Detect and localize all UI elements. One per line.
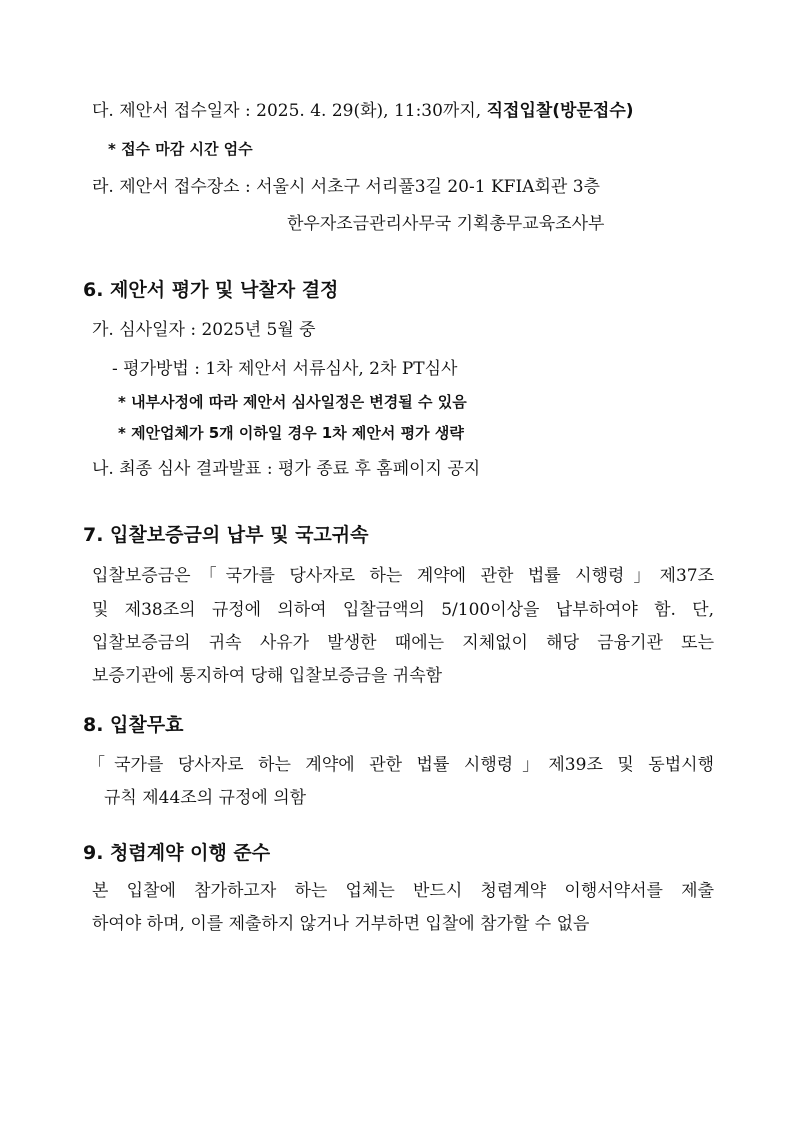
section-6-heading: 6. 제안서 평가 및 낙찰자 결정 <box>83 279 339 301</box>
deposit-paragraph-line-2: 및 제38조의 규정에 의하여 입찰금액의 5/100이상을 납부하여야 함. 단, <box>92 600 714 620</box>
submission-date-line <box>92 99 634 123</box>
submission-place-dept: 한우자조금관리사무국 기획총무교육조사부 <box>287 214 605 234</box>
invalid-bid-line-2: 규칙 제44조의 규정에 의함 <box>104 788 307 808</box>
skip-evaluation-note: * 제안업체가 5개 이하일 경우 1차 제안서 평가 생략 <box>118 424 464 442</box>
schedule-change-note: * 내부사정에 따라 제안서 심사일정은 변경될 수 있음 <box>118 393 467 411</box>
final-result-line: 나. 최종 심사 결과발표 : 평가 종료 후 홈페이지 공지 <box>92 459 481 479</box>
submission-method-bold: 직접입찰(방문접수) <box>486 101 634 121</box>
integrity-line-1: 본 입찰에 참가하고자 하는 업체는 반드시 청렴계약 이행서약서를 제출 <box>92 881 714 901</box>
section-9-heading: 9. 청렴계약 이행 준수 <box>83 842 271 864</box>
submission-date-text: 다. 제안서 접수일자 : 2025. 4. 29(화), 11:30까지, <box>92 101 487 121</box>
deposit-paragraph-line-1: 입찰보증금은「국가를 당사자로 하는 계약에 관한 법률 시행령」제37조 <box>92 566 714 586</box>
section-7-heading: 7. 입찰보증금의 납부 및 국고귀속 <box>83 524 369 546</box>
deposit-paragraph-line-4: 보증기관에 통지하여 당해 입찰보증금을 귀속함 <box>92 666 443 686</box>
invalid-bid-line-1: 「국가를 당사자로 하는 계약에 관한 법률 시행령」제39조 및 동법시행 <box>88 755 714 775</box>
section-8-heading: 8. 입찰무효 <box>83 714 184 736</box>
review-date-line: 가. 심사일자 : 2025년 5월 중 <box>92 320 316 340</box>
submission-place-line: 라. 제안서 접수장소 : 서울시 서초구 서리풀3길 20-1 KFIA회관 3층 <box>92 177 600 197</box>
deposit-paragraph-line-3: 입찰보증금의 귀속 사유가 발생한 때에는 지체없이 해당 금융기관 또는 <box>92 633 714 653</box>
integrity-line-2: 하여야 하며, 이를 제출하지 않거나 거부하면 입찰에 참가할 수 없음 <box>92 914 590 934</box>
evaluation-method-line: - 평가방법 : 1차 제안서 서류심사, 2차 PT심사 <box>112 359 458 379</box>
deadline-note: * 접수 마감 시간 엄수 <box>108 140 253 158</box>
